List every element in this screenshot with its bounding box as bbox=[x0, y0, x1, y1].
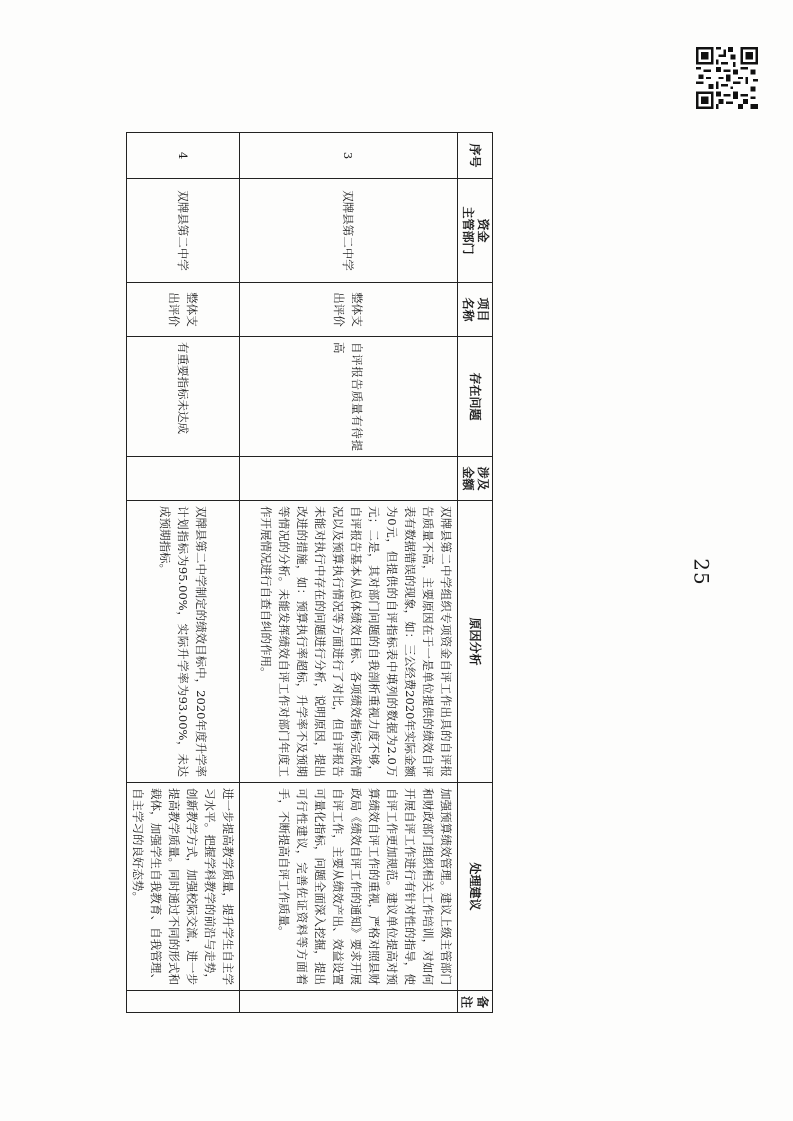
header-issue: 存在问题 bbox=[458, 337, 493, 457]
row-amount bbox=[240, 457, 458, 501]
row-dept: 双牌县第二中学 bbox=[240, 179, 458, 283]
row-analysis: 双牌县第二中学组织专项资金自评工作出具的自评报告质量不高，主要原因在于一是单位提供的绩效自评表有数据错误的现象，如：三公经费2020年实际金额为0元，但提供的自评指标表中填列的数据为2.0万元；二是，其对部门问题的自我剖析重视力度不够，自评报告基本从总体绩效目标、各项绩效指标完成情况以及预算执行情况等方面进行了对比，但自评报告未能对执行中存在的问题进行分析，说明原因，提出改进的措施，如：预算执行率超标，升学率不及预期等情况的分析。未能发挥绩效自评工作对部门年度工作开展情况进行自查自纠的作用。 bbox=[240, 501, 458, 783]
header-dept: 资金 主管部门 bbox=[458, 179, 493, 283]
row-analysis: 双牌县第二中学制定的绩效目标中，2020年度升学率计划指标为95.00%，实际升学率为93.00%，未达成预期指标。 bbox=[127, 501, 240, 783]
row-issue: 自评报告质量有待提高 bbox=[240, 337, 458, 457]
page-number: 25 bbox=[689, 558, 714, 586]
row-amount bbox=[127, 457, 240, 501]
rotated-table-container bbox=[131, 132, 493, 1012]
row-suggestion: 进一步提高教学质量，提升学生自主学习水平。把握学科教学的前沿与走势，创新教学方式，加强校际交流，进一步提高教学质量。同时通过不同的形式和载体，加强学生自我教育、自我管理、自主学习的良好态势。 bbox=[127, 783, 240, 991]
row-seq: 3 bbox=[240, 133, 458, 179]
header-suggestion: 处理建议 bbox=[458, 783, 493, 991]
header-analysis: 原因分析 bbox=[458, 501, 493, 783]
row-remark bbox=[127, 991, 240, 1013]
issues-table bbox=[126, 132, 493, 1013]
table-header-row bbox=[458, 133, 493, 1013]
row-dept: 双牌县第二中学 bbox=[127, 179, 240, 283]
table-row bbox=[127, 133, 240, 1013]
row-seq: 4 bbox=[127, 133, 240, 179]
row-issue: 有重要指标未达成 bbox=[127, 337, 240, 457]
row-project: 整体支出评价 bbox=[240, 283, 458, 337]
header-amount: 涉及 金额 bbox=[458, 457, 493, 501]
header-remark-text: 备 注 bbox=[460, 994, 490, 1009]
header-remark bbox=[458, 991, 493, 1013]
row-remark bbox=[240, 991, 458, 1013]
table-row bbox=[240, 133, 458, 1013]
header-project: 项目 名称 bbox=[458, 283, 493, 337]
qr-code-icon bbox=[696, 47, 758, 109]
row-project: 整体支出评价 bbox=[127, 283, 240, 337]
header-seq: 序号 bbox=[458, 133, 493, 179]
row-suggestion: 加强预算绩效管理。建议上级主管部门和财政部门组织相关工作培训，对如何开展自评工作进行有针对性的指导，使自评工作更加规范。建议单位提高对预算绩效自评工作的重视，严格对照县财政局《绩效自评工作的通知》要求开展自评工作，主要从绩效产出、效益设置可量化指标，问题全面深入挖掘，提出可行性建议，完善佐证资料等方面着手，不断提高自评工作质量。 bbox=[240, 783, 458, 991]
